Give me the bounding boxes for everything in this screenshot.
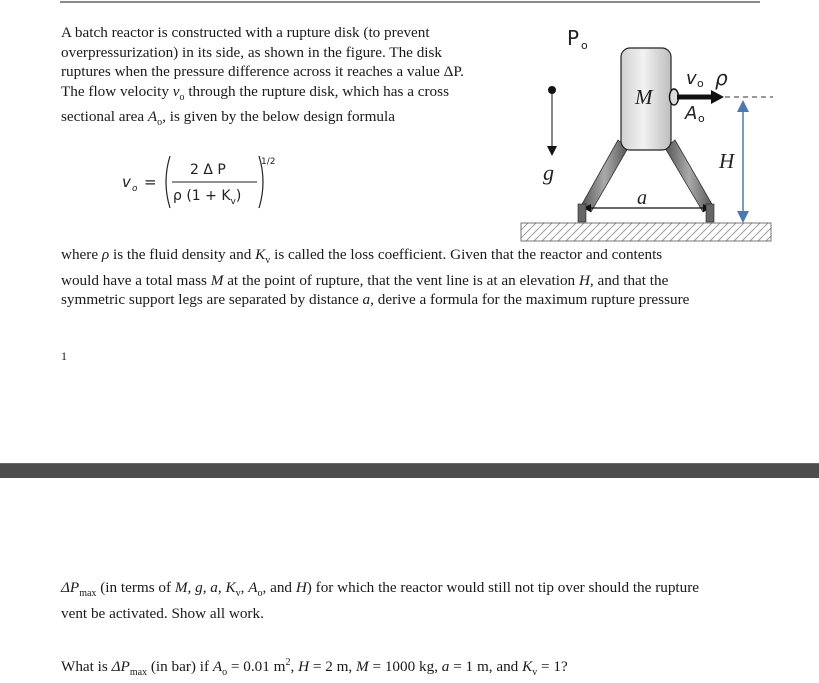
- separation-label: a: [637, 187, 647, 209]
- gravity-arrowhead: [547, 146, 557, 156]
- intro-paragraph: A batch reactor is constructed with a rupture disk (to prevent overpressurization) in its side, as shown in the figure. The disk ruptures when the pressure difference across it reaches a value ΔP. The flow velocity $v_o$ through the rupture disk, which has a cross sectional area $A_o$, is given by the below design formula: [61, 24, 464, 129]
- jet-arrowhead: [711, 90, 724, 104]
- gravity-label: g: [543, 160, 554, 185]
- rho-label: ρ: [715, 66, 728, 90]
- area-label: A: [685, 103, 698, 124]
- area-sub: o: [698, 112, 705, 125]
- formula-lhs-sub: o: [132, 184, 138, 194]
- height-arrow-top: [737, 100, 749, 112]
- conditions-paragraph: where ρ is the fluid density and $K_v$ is called the loss coefficient. Given that the reactor and contents would have a total mass M at the point of rupture, that the vent line is at an elevation H, and that the symmetric support legs are separated by distance a, derive a formula for the maximum rupture pressure: [61, 246, 690, 309]
- left-foot: [578, 204, 586, 222]
- formula-equals: =: [144, 173, 157, 191]
- left-paren: [166, 156, 170, 208]
- height-arrow-bottom: [737, 211, 749, 223]
- mass-label: M: [635, 85, 653, 109]
- left-leg: [581, 140, 628, 212]
- formula-exponent: 1/2: [261, 157, 276, 167]
- formula-lhs: v: [122, 173, 131, 191]
- formula-numerator: 2 Δ P: [190, 162, 226, 178]
- question-numeric: What is $\Delta P_{max}$ (in bar) if $A_o = 0.01$ $m^2$, H = 2 m, M = 1000 kg, a = 1 m, and $K_v = 1$?: [61, 657, 568, 679]
- right-foot: [706, 204, 714, 222]
- question-formula: $\Delta P_{max}$ (in terms of M, g, a, $K_v$, $A_o$, and H) for which the reactor would still not tip over should the rupture vent be activated. Show all work.: [61, 579, 700, 622]
- p0-label: P: [567, 26, 580, 50]
- p0-sub: o: [581, 39, 588, 52]
- velocity-label: v: [686, 68, 697, 89]
- page-separator-band: [0, 463, 819, 478]
- right-leg: [665, 140, 713, 212]
- reactor-figure: [515, 20, 777, 244]
- page-number: 1: [61, 349, 67, 363]
- velocity-sub: o: [697, 77, 704, 90]
- design-formula: [118, 150, 293, 216]
- top-rule: [60, 1, 760, 3]
- height-label: H: [719, 149, 735, 173]
- ground: [521, 223, 771, 241]
- formula-denominator: ρ $(1 + K_v)$: [173, 188, 242, 207]
